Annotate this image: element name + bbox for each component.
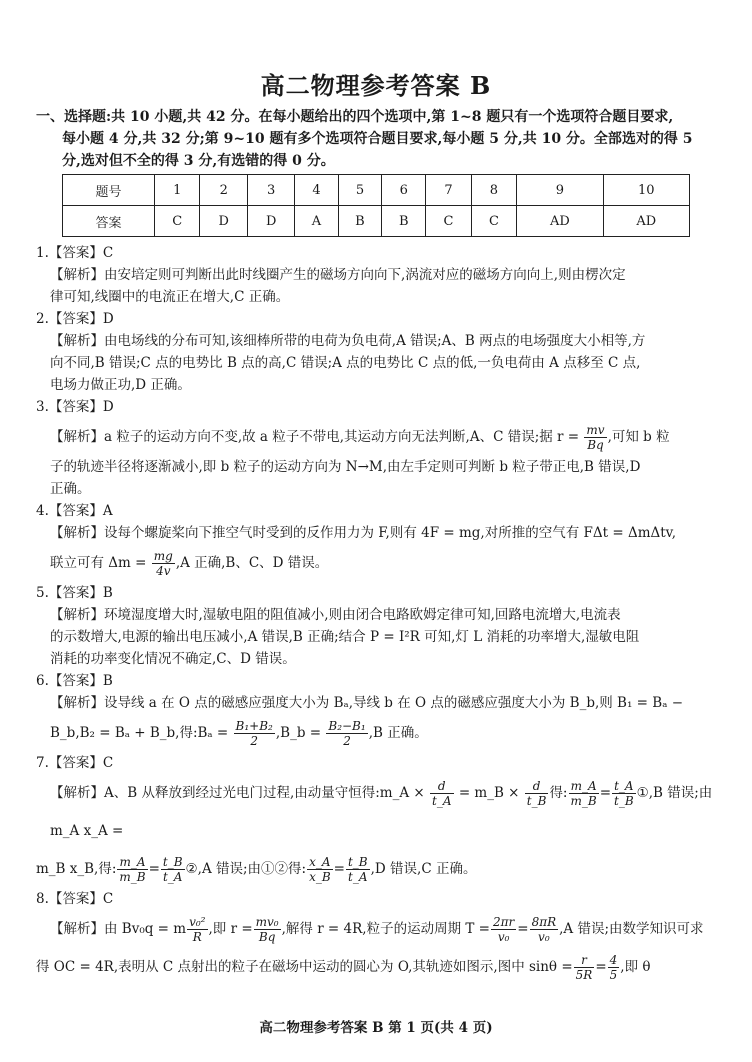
q8-text: 【解析】由 Bv₀q = m (50, 921, 187, 937)
table-cell-number: 7 (426, 175, 471, 206)
q2-explanation-line: 向不同,B 错误;C 点的电势比 B 点的高,C 错误;A 点的电势比 C 点的低,一负电荷由 A 点移至 C 点, (50, 355, 641, 371)
page-title: 高二物理参考答案 B (260, 71, 492, 100)
table-cell-answer: C (426, 206, 471, 237)
q8-text: = (517, 921, 529, 937)
fraction (430, 779, 454, 808)
intro-line-1: 一、选择题:共 10 小题,共 42 分。在每小题给出的四个选项中,第 1~8 题只有一个选项符合题目要求, (36, 109, 674, 125)
fraction (117, 855, 147, 884)
fraction-denominator: t_A (432, 794, 452, 808)
q1-answer-heading: 1.【答案】C (36, 245, 114, 261)
solutions (36, 242, 722, 986)
table-header-answer: 答案 (63, 206, 155, 237)
fraction (525, 779, 549, 808)
q3-explanation-line: 正确。 (50, 481, 91, 497)
table-cell-answer: A (295, 206, 338, 237)
fraction (608, 953, 620, 982)
q3-answer-heading: 3.【答案】D (36, 399, 114, 415)
q4-explanation-line (36, 544, 722, 582)
q7-text: ,D 错误,C 正确。 (370, 861, 477, 877)
table-header-number: 题号 (63, 175, 155, 206)
fraction (574, 953, 595, 982)
table-cell-number: 1 (155, 175, 200, 206)
fraction-denominator: Bq (587, 438, 604, 452)
answer-table (62, 174, 690, 237)
table-row-answers (63, 206, 690, 237)
q6-text: B_b,B₂ = Bₐ + B_b,得:Bₐ = (50, 725, 229, 741)
fraction-numerator: t_A (612, 779, 636, 794)
table-cell-number: 3 (247, 175, 294, 206)
q7-text: = (148, 861, 160, 877)
fraction-denominator: t_A (348, 870, 368, 884)
table-cell-number: 6 (382, 175, 426, 206)
q7-text: ①,B 错误;由 m_A x_A = (50, 785, 713, 839)
q8-text: ,即 r = (208, 921, 253, 937)
q3-text: ,可知 b 粒 (607, 429, 670, 445)
table-cell-number: 9 (517, 175, 603, 206)
q8-text: ,解得 r = 4R,粒子的运动周期 T = (281, 921, 490, 937)
intro-line-2: 每小题 4 分,共 32 分;第 9~10 题有多个选项符合题目要求,每小题 5 分,共 10 分。全部选对的得 5 (62, 131, 693, 147)
table-cell-answer: AD (517, 206, 603, 237)
q4-answer-heading: 4.【答案】A (36, 503, 113, 519)
q7-explanation-line (36, 774, 722, 850)
q7-text: 【解析】A、B 从释放到经过光电门过程,由动量守恒得:m_A × (50, 785, 425, 801)
q4-explanation-line: 【解析】设每个螺旋桨向下推空气时受到的反作用力为 F,则有 4F = mg,对所推的空气有 FΔt = ΔmΔtv, (50, 525, 676, 541)
fraction (307, 855, 333, 884)
fraction (346, 855, 370, 884)
q8-explanation-line (36, 910, 722, 948)
q3-explanation-line: 子的轨迹半径将逐渐减小,即 b 粒子的运动方向为 N→M,由左手定则可判断 b 粒子带正电,B 错误,D (50, 459, 641, 475)
fraction-numerator: mv₀ (255, 915, 279, 929)
fraction-denominator: t_B (526, 794, 547, 808)
page-footer: 高二物理参考答案 B 第 1 页(共 4 页) (259, 1020, 493, 1036)
fraction (491, 915, 516, 944)
fraction-numerator: d (525, 779, 549, 794)
q6-explanation-line: 【解析】设导线 a 在 O 点的磁感应强度大小为 Bₐ,导线 b 在 O 点的磁感应强度大小为 B_b,则 B₁ = Bₐ − (50, 695, 684, 711)
fraction-numerator: mv (586, 423, 605, 437)
fraction-numerator: B₁+B₂ (235, 719, 273, 733)
fraction-denominator: m_B (119, 870, 146, 884)
fraction (152, 549, 175, 578)
fraction (161, 855, 185, 884)
q7-text: m_B x_B,得: (36, 861, 117, 877)
q8-explanation-line (36, 948, 722, 986)
q3-text: 【解析】a 粒子的运动方向不变,故 a 粒子不带电,其运动方向无法判断,A、C 错误;据 r = (50, 429, 580, 445)
q2-answer-heading: 2.【答案】D (36, 311, 114, 327)
q8-answer-heading: 8.【答案】C (36, 891, 114, 907)
q7-explanation-line (36, 850, 722, 888)
table-cell-answer: B (382, 206, 426, 237)
q4-text: 联立可有 Δm = (50, 555, 147, 571)
q2-explanation-line: 【解析】由电场线的分布可知,该细棒所带的电荷为负电荷,A 错误;A、B 两点的电场强度大小相等,方 (50, 333, 646, 349)
q8-text: = (595, 959, 607, 975)
q1-explanation-line: 【解析】由安培定则可判断出此时线圈产生的磁场方向向下,涡流对应的磁场方向向上,则由楞次定 (50, 267, 626, 283)
fraction-denominator: 4v (156, 564, 171, 578)
fraction (584, 423, 606, 452)
q1-explanation-line: 律可知,线圈中的电流正在增大,C 正确。 (50, 289, 290, 305)
fraction-denominator: v₀ (497, 930, 510, 944)
fraction-numerator: 2πr (492, 915, 515, 929)
q7-text: ②,A 错误;由①②得: (185, 861, 307, 877)
table-cell-number: 8 (471, 175, 516, 206)
table-cell-number: 5 (338, 175, 382, 206)
fraction-denominator: 2 (343, 734, 351, 748)
fraction (187, 915, 207, 944)
q5-explanation-line: 的示数增大,电源的输出电压减小,A 错误,B 正确;结合 P = I²R 可知,灯 L 消耗的功率增大,湿敏电阻 (50, 629, 640, 645)
fraction-numerator: x_A (307, 855, 333, 870)
fraction-denominator: t_B (614, 794, 634, 808)
table-cell-answer: D (200, 206, 247, 237)
q7-text: = (599, 785, 612, 801)
table-cell-answer: D (247, 206, 294, 237)
fraction-numerator: m_A (569, 779, 599, 794)
fraction-denominator: 5R (575, 968, 593, 982)
q4-text: ,A 正确,B、C、D 错误。 (175, 555, 329, 571)
fraction-numerator: r (574, 953, 595, 968)
q8-text: 得 OC = 4R,表明从 C 点射出的粒子在磁场中运动的圆心为 O,其轨迹如图示,图中 sinθ = (36, 959, 573, 975)
q8-text: ,A 错误;由数学知识可求 (559, 921, 704, 937)
q8-text: ,即 θ (620, 959, 651, 975)
fraction-denominator: t_A (162, 870, 183, 884)
fraction (612, 779, 636, 808)
q7-text: 得: (549, 785, 568, 801)
fraction (530, 915, 559, 944)
fraction-denominator: 2 (250, 734, 259, 748)
fraction-denominator: Bq (258, 930, 276, 944)
fraction-numerator: B₂−B₁ (328, 719, 366, 733)
q5-answer-heading: 5.【答案】B (36, 585, 113, 601)
fraction (254, 915, 281, 944)
fraction-denominator: m_B (570, 794, 597, 808)
q6-explanation-line (36, 714, 722, 752)
table-cell-answer: C (155, 206, 200, 237)
table-cell-answer: B (338, 206, 382, 237)
fraction (326, 719, 367, 748)
table-row-numbers (63, 175, 690, 206)
fraction-numerator: mg (153, 549, 173, 563)
q7-text: = (333, 861, 345, 877)
table-cell-number: 10 (603, 175, 689, 206)
fraction (234, 719, 275, 748)
fraction-numerator: v₀² (189, 915, 206, 929)
intro-line-3: 分,选对但不全的得 3 分,有选错的得 0 分。 (62, 153, 335, 169)
q6-text: ,B 正确。 (368, 725, 428, 741)
fraction-denominator: 5 (609, 968, 618, 982)
q5-explanation-line: 消耗的功率变化情况不确定,C、D 错误。 (50, 651, 296, 667)
q2-explanation-line: 电场力做正功,D 正确。 (50, 377, 191, 393)
fraction-numerator: 4 (609, 953, 618, 967)
fraction-denominator: x_B (309, 870, 331, 884)
table-cell-number: 4 (295, 175, 338, 206)
q6-answer-heading: 6.【答案】B (36, 673, 113, 689)
q7-answer-heading: 7.【答案】C (36, 755, 114, 771)
fraction-denominator: v₀ (538, 930, 550, 944)
fraction-denominator: R (192, 930, 202, 944)
q3-explanation-line (36, 418, 722, 456)
fraction-numerator: 8πR (531, 915, 557, 929)
fraction-numerator: t_B (162, 855, 183, 869)
fraction-numerator: d (430, 779, 454, 794)
section-intro (36, 106, 722, 172)
table-cell-answer: AD (603, 206, 689, 237)
q7-text: = m_B × (458, 785, 520, 801)
q6-text: ,B_b = (275, 725, 322, 741)
table-cell-answer: C (471, 206, 516, 237)
fraction-numerator: t_B (347, 855, 368, 869)
fraction (569, 779, 599, 808)
table-cell-number: 2 (200, 175, 247, 206)
fraction-numerator: m_A (117, 855, 147, 870)
q5-explanation-line: 【解析】环境湿度增大时,湿敏电阻的阻值减小,则由闭合电路欧姆定律可知,回路电流增大,电流表 (50, 607, 621, 623)
